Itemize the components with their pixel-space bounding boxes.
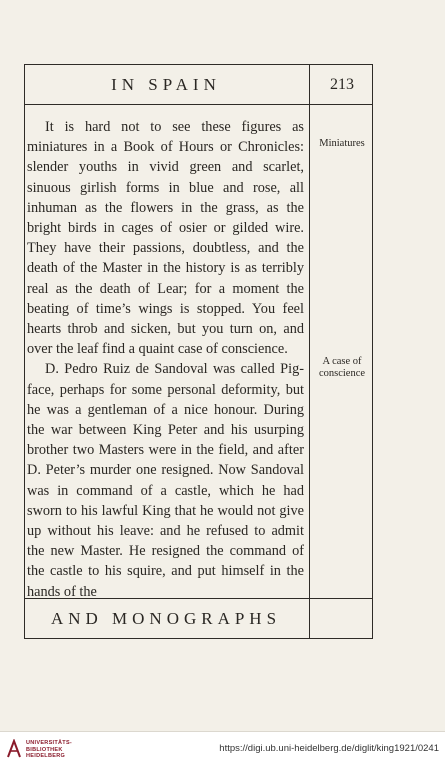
header-bottom-rule <box>24 104 373 105</box>
paragraph: D. Pedro Ruiz de Sandoval was called Pig-face, perhaps for some personal deformity, but he was a gentleman of a nice honour. During the war between King Peter and his usurping brother two Masters were in the field, and after D. Peter’s murder one resigned. Now Sandoval was in command of a castle, which he had sworn to his lawful King that he would not give up without his leave: and he refused to admit the new Master. He resigned the command of the castle to his squire, and put himself in the hands of the <box>27 361 304 600</box>
right-frame-rule <box>372 64 373 639</box>
margin-note-line: A case of <box>322 356 362 367</box>
column-divider-rule <box>309 64 310 639</box>
margin-note-line: conscience <box>318 368 366 379</box>
library-name-line: BIBLIOTHEK <box>26 746 63 753</box>
library-name <box>26 740 72 760</box>
bottom-rule <box>24 638 373 639</box>
university-library-logo-icon <box>6 739 22 759</box>
left-frame-rule <box>24 64 25 639</box>
margin-note-case-of-conscience <box>312 356 372 380</box>
body-text <box>27 117 304 602</box>
running-title: IN SPAIN <box>111 75 221 94</box>
library-name-line: HEIDELBERG <box>26 753 66 759</box>
paragraph: It is hard not to see these figures as miniatures in a Book of Hours or Chronicles: slender youths in vivid green and scarlet, sinuous girlish forms in blue and rose, all inhuman as the flowers in the grass, as the bright birds in cages of osier or gilded wire. They have their passions, doubtless, and the death of the Master in the history is as terribly real as the death of Lear; for a moment the beating of time’s wings is stopped. You feel hearts throb and sicken, but you turn on, and over the leaf find a quaint case of conscience. <box>27 119 304 358</box>
top-rule <box>24 64 373 65</box>
page-number: 213 <box>330 76 354 93</box>
series-title: AND MONOGRAPHS <box>50 609 282 628</box>
library-bar <box>0 731 445 766</box>
permalink-url[interactable]: https://digi.ub.uni-heidelberg.de/diglit/king1921/0241 <box>219 743 439 754</box>
margin-note-miniatures: Miniatures <box>319 138 365 149</box>
library-name-line: UNIVERSITÄTS- <box>26 740 73 746</box>
